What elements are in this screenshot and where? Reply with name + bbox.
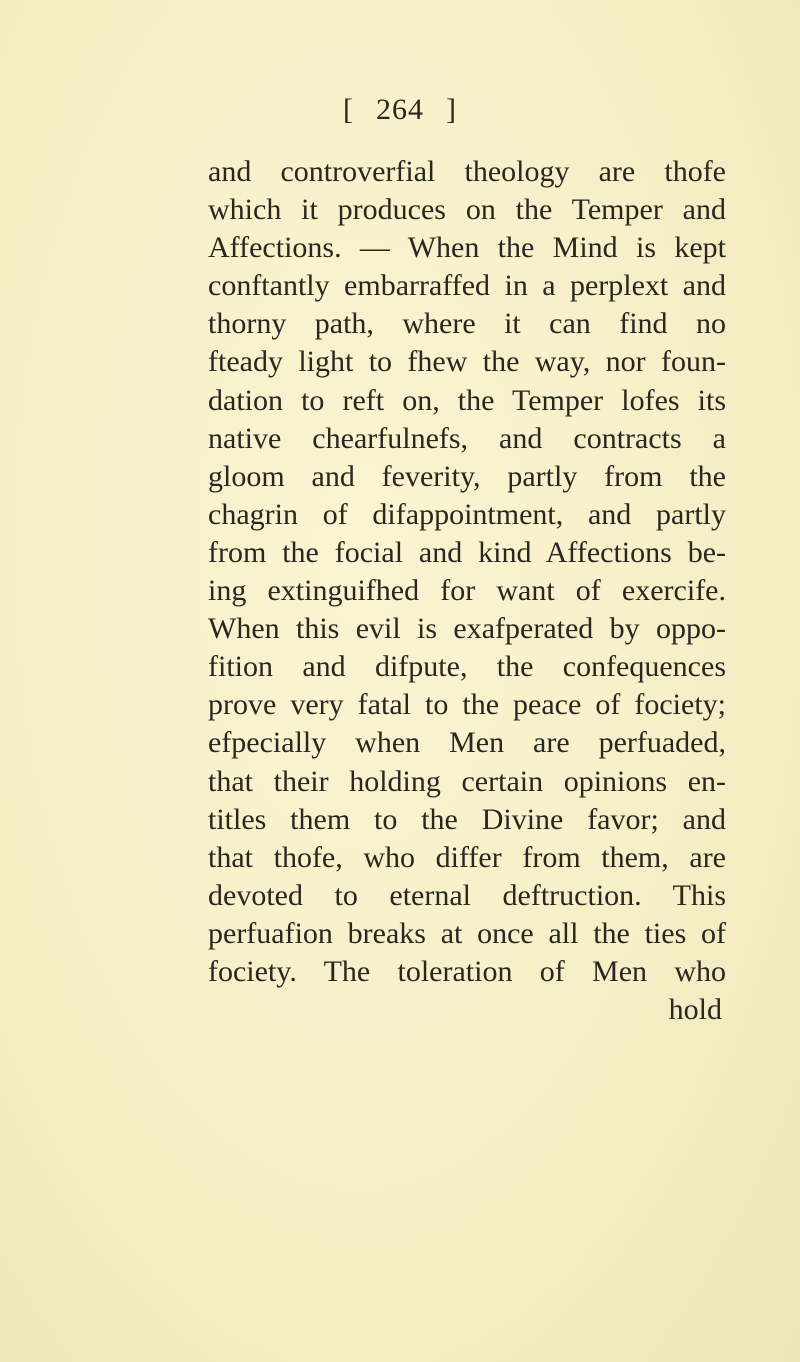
text-line: dation to reft on, the Temper lofes its — [208, 383, 726, 417]
text-line: ing extinguifhed for want of exercife. — [208, 574, 726, 608]
text-line: fteady light to fhew the way, nor foun- — [208, 345, 726, 379]
text-line: efpecially when Men are perfuaded, — [208, 726, 726, 760]
text-line: that their holding certain opinions en- — [208, 764, 726, 798]
text-line: native chearfulnefs, and contracts a — [208, 421, 726, 455]
text-line: fition and difpute, the confequences — [208, 650, 726, 684]
page-number-open-bracket: [ — [343, 93, 354, 126]
text-line: thorny path, where it can find no — [208, 307, 726, 341]
text-line: titles them to the Divine favor; and — [208, 802, 726, 836]
text-line: conftantly embarraffed in a perplext and — [208, 269, 726, 303]
text-line: chagrin of difappointment, and partly — [208, 497, 726, 531]
text-line: gloom and feverity, partly from the — [208, 459, 726, 493]
text-line: that thofe, who differ from them, are — [208, 840, 726, 874]
page-number-value: 264 — [376, 93, 424, 126]
catchword: hold — [668, 993, 722, 1027]
text-line: and controverfial theology are thofe — [208, 155, 726, 188]
body-text — [208, 153, 726, 1029]
text-line: Affections. — When the Mind is kept — [208, 231, 726, 265]
text-line: perfuafion breaks at once all the ties of — [208, 916, 726, 950]
text-line: prove very fatal to the peace of fociety; — [208, 688, 726, 722]
page-number — [0, 93, 800, 127]
text-line: which it produces on the Temper and — [208, 193, 726, 227]
page-number-close-bracket: ] — [446, 93, 457, 126]
text-line: devoted to eternal deftruction. This — [208, 878, 726, 912]
text-line: When this evil is exafperated by oppo- — [208, 612, 726, 646]
text-line: fociety. The toleration of Men who — [208, 954, 726, 988]
text-line: from the focial and kind Affections be- — [208, 535, 726, 569]
